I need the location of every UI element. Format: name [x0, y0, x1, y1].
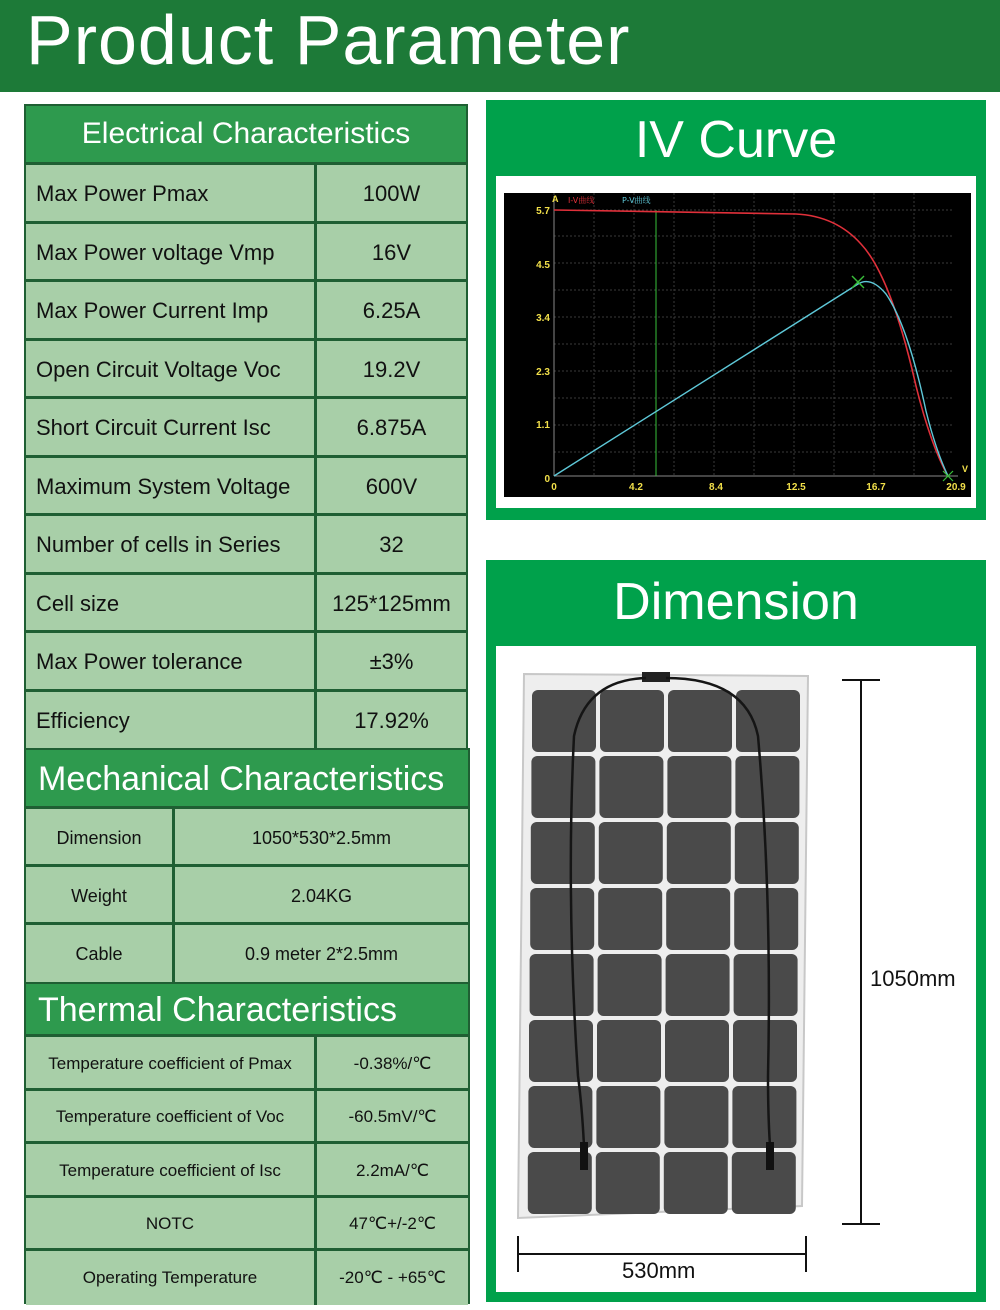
solar-cell [668, 690, 732, 752]
page-header [0, 0, 1000, 92]
solar-cell [667, 822, 731, 884]
solar-cell [733, 1020, 797, 1082]
electrical-row-value: 6.875A [356, 415, 427, 441]
electrical-row [26, 513, 466, 575]
thermal-row-label: NOTC [145, 1214, 195, 1234]
x-tick-label: 8.4 [709, 482, 723, 493]
thermal-row-label: Temperature coefficient of Voc [55, 1107, 285, 1127]
solar-cell [664, 1152, 728, 1214]
mechanical-row [26, 806, 468, 867]
iv-curve-frame [496, 176, 976, 508]
electrical-section-title: Electrical Characteristics [26, 106, 466, 164]
electrical-row [26, 689, 466, 751]
solar-cell [736, 690, 800, 752]
solar-cell [531, 822, 595, 884]
thermal-section-title: Thermal Characteristics [26, 984, 468, 1036]
x-tick-label: 12.5 [786, 482, 806, 493]
thermal-row [26, 1088, 468, 1145]
x-axis-unit: V [962, 464, 969, 474]
electrical-row [26, 338, 466, 400]
electrical-row [26, 572, 466, 634]
thermal-row-label: Temperature coefficient of Isc [59, 1160, 281, 1180]
legend-iv: I-V曲线 [568, 196, 595, 205]
solar-cell [664, 1086, 728, 1148]
x-tick-label: 0 [551, 482, 557, 493]
electrical-row [26, 630, 466, 692]
chart-background [504, 193, 971, 497]
legend-pv: P-V曲线 [622, 196, 651, 205]
x-tick-label: 20.9 [946, 482, 966, 493]
solar-cell [597, 1020, 661, 1082]
width-label: 530mm [622, 1258, 696, 1283]
connector-left [580, 1142, 588, 1170]
dimension-title: Dimension [613, 573, 859, 631]
electrical-row [26, 455, 466, 517]
solar-cell [598, 888, 662, 950]
solar-cell [596, 1086, 660, 1148]
electrical-row-value: ±3% [369, 649, 414, 675]
thermal-row [26, 1141, 468, 1198]
electrical-row-value: 32 [379, 532, 404, 558]
solar-cell [735, 756, 799, 818]
dimension-frame [496, 646, 976, 1292]
mechanical-section-title: Mechanical Characteristics [26, 750, 468, 808]
mechanical-row-value: 2.04KG [290, 885, 353, 906]
electrical-row-label: Max Power Pmax [36, 181, 209, 207]
electrical-row-label: Max Power Current Imp [36, 298, 269, 324]
y-axis-unit: A [552, 194, 559, 204]
thermal-row-value: -60.5mV/℃ [348, 1107, 437, 1127]
thermal-row-label: Temperature coefficient of Pmax [48, 1053, 292, 1073]
solar-cell [529, 1020, 593, 1082]
electrical-row-label: Max Power voltage Vmp [36, 239, 275, 265]
mechanical-row-value: 1050*530*2.5mm [251, 827, 392, 848]
electrical-row [26, 221, 466, 283]
mechanical-row [26, 864, 468, 925]
electrical-characteristics-table [24, 104, 468, 750]
y-tick-label: 0 [544, 474, 550, 485]
page-title: Product Parameter [26, 1, 631, 79]
solar-cell [599, 822, 663, 884]
thermal-row-label: Operating Temperature [82, 1267, 258, 1287]
thermal-row [26, 1248, 468, 1305]
thermal-row-value: 47℃+/-2℃ [349, 1214, 436, 1234]
mechanical-row-label: Weight [71, 885, 127, 906]
iv-curve-panel [486, 100, 986, 520]
y-tick-label: 3.4 [536, 313, 550, 324]
mechanical-row-label: Dimension [56, 827, 142, 848]
electrical-row-label: Max Power tolerance [36, 649, 243, 675]
electrical-row-label: Cell size [36, 590, 120, 616]
iv-curve-title: IV Curve [634, 111, 838, 169]
electrical-row-value: 16V [371, 239, 412, 265]
y-tick-label: 1.1 [536, 420, 550, 431]
solar-cell [532, 690, 596, 752]
thermal-characteristics-table [24, 982, 470, 1304]
electrical-row [26, 396, 466, 458]
electrical-row [26, 162, 466, 224]
thermal-row-value: -20℃ - +65℃ [339, 1267, 446, 1287]
solar-cell [598, 954, 662, 1016]
thermal-row [26, 1034, 468, 1091]
height-dimension-line [842, 680, 880, 1224]
thermal-row [26, 1195, 468, 1252]
solar-cell [600, 690, 664, 752]
mechanical-row-label: Cable [75, 943, 123, 964]
solar-cell [666, 888, 730, 950]
x-tick-label: 16.7 [866, 482, 886, 493]
solar-cell [667, 756, 731, 818]
solar-cell [599, 756, 663, 818]
solar-cell [665, 1020, 729, 1082]
mechanical-row [26, 922, 468, 983]
connector-right [766, 1142, 774, 1170]
solar-cell [596, 1152, 660, 1214]
electrical-row-value: 600V [365, 473, 418, 499]
mechanical-characteristics-table [24, 748, 470, 982]
electrical-row-label: Open Circuit Voltage Voc [36, 356, 281, 382]
electrical-row-value: 19.2V [362, 356, 421, 382]
y-tick-label: 4.5 [536, 260, 550, 271]
solar-cell [732, 1152, 796, 1214]
dimension-panel [486, 560, 986, 1302]
electrical-row-label: Efficiency [36, 707, 130, 733]
y-tick-label: 5.7 [536, 206, 550, 217]
solar-cell [734, 954, 798, 1016]
electrical-row-value: 6.25A [362, 298, 421, 324]
solar-cell [530, 888, 594, 950]
junction-box [642, 672, 670, 682]
height-label: 1050mm [870, 966, 956, 991]
electrical-row-label: Number of cells in Series [36, 532, 281, 558]
solar-cell [732, 1086, 796, 1148]
electrical-row [26, 279, 466, 341]
thermal-row-value: -0.38%/℃ [353, 1053, 432, 1073]
solar-cell [666, 954, 730, 1016]
solar-cell [531, 756, 595, 818]
mechanical-row-value: 0.9 meter 2*2.5mm [244, 943, 399, 964]
electrical-row-label: Maximum System Voltage [36, 473, 291, 499]
thermal-row-value: 2.2mA/℃ [356, 1160, 429, 1180]
electrical-row-label: Short Circuit Current Isc [36, 415, 271, 441]
x-tick-label: 4.2 [629, 482, 643, 493]
y-tick-label: 2.3 [536, 367, 550, 378]
electrical-row-value: 17.92% [354, 707, 429, 733]
iv-curve-chart [496, 176, 976, 508]
electrical-row-value: 100W [362, 181, 421, 207]
solar-cell [530, 954, 594, 1016]
electrical-row-value: 125*125mm [332, 590, 451, 616]
